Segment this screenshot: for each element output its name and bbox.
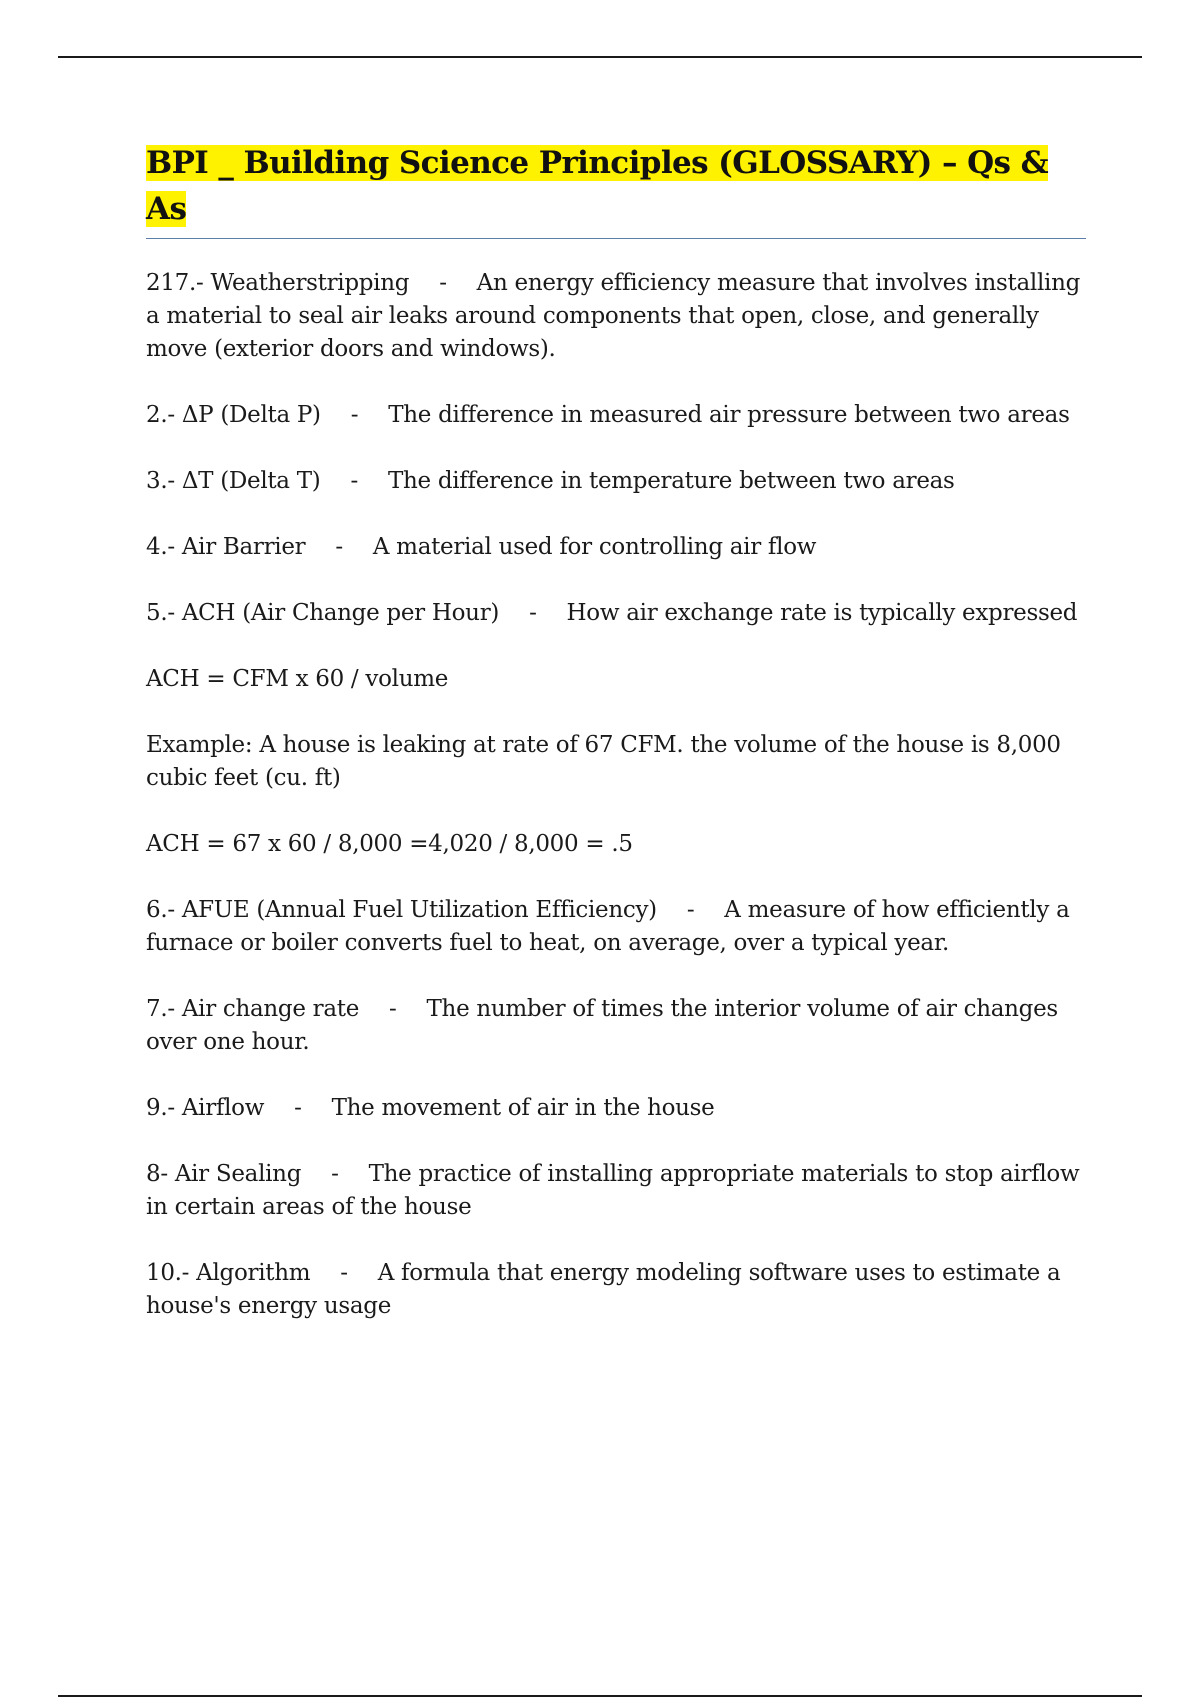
entry-definition: A material used for controlling air flow — [372, 534, 817, 560]
entry-term: 2.- ΔP (Delta P) — [146, 402, 321, 428]
entry-definition: A formula that energy modeling software uses to estimate a house's energy usage — [146, 1260, 1061, 1319]
entry-separator: - — [350, 468, 358, 494]
bottom-rule — [58, 1695, 1142, 1697]
example-text: Example: A house is leaking at rate of 67 CFM. the volume of the house is 8,000 cubic feet (cu. ft) — [146, 732, 1061, 791]
entry-term: 10.- Algorithm — [146, 1260, 311, 1286]
glossary-entry — [146, 399, 1086, 432]
entry-term: 3.- ΔT (Delta T) — [146, 468, 321, 494]
entry-term: 4.- Air Barrier — [146, 534, 306, 560]
document-body — [146, 140, 1086, 1356]
glossary-entry — [146, 465, 1086, 498]
entry-separator: - — [529, 600, 537, 626]
entry-definition: How air exchange rate is typically expressed — [566, 600, 1078, 626]
title-block — [146, 140, 1086, 239]
formula-line: ACH = CFM x 60 / volume — [146, 666, 449, 692]
entry-term: 7.- Air change rate — [146, 996, 360, 1022]
entry-term: 8- Air Sealing — [146, 1161, 302, 1187]
glossary-entry — [146, 267, 1086, 366]
glossary-entry — [146, 993, 1086, 1059]
glossary-entry — [146, 597, 1086, 630]
entry-separator: - — [340, 1260, 348, 1286]
entry-separator: - — [350, 402, 359, 428]
entry-definition: A measure of how efficiently a furnace or boiler converts fuel to heat, on average, over a typical year. — [146, 897, 1070, 956]
glossary-entry — [146, 531, 1086, 564]
entry-definition: The difference in temperature between two areas — [387, 468, 955, 494]
entry-separator: - — [686, 897, 695, 923]
glossary-entry — [146, 1158, 1086, 1224]
glossary-entry — [146, 1257, 1086, 1323]
entry-term: 6.- AFUE (Annual Fuel Utilization Efficiency) — [146, 897, 657, 923]
entry-term: 9.- Airflow — [146, 1095, 265, 1121]
entry-separator: - — [439, 270, 447, 296]
entry-definition: The number of times the interior volume of air changes over one hour. — [146, 996, 1058, 1055]
entry-separator: - — [331, 1161, 339, 1187]
calculation-line: ACH = 67 x 60 / 8,000 =4,020 / 8,000 = .5 — [146, 831, 633, 857]
entry-separator: - — [389, 996, 397, 1022]
entry-separator: - — [335, 534, 343, 560]
glossary-entry — [146, 1092, 1086, 1125]
entry-definition: The difference in measured air pressure between two areas — [388, 402, 1070, 428]
entry-term: 217.- Weatherstripping — [146, 270, 410, 296]
document-title: BPI _ Building Science Principles (GLOSSARY) – Qs & As — [146, 145, 1048, 227]
entry-separator: - — [294, 1095, 302, 1121]
entry-definition: An energy efficiency measure that involves installing a material to seal air leaks around components that open, close, and generally move (exterior doors and windows). — [146, 270, 1081, 362]
entry-term: 5.- ACH (Air Change per Hour) — [146, 600, 500, 626]
entry-definition: The movement of air in the house — [331, 1095, 715, 1121]
glossary-entry — [146, 894, 1086, 960]
entry-definition: The practice of installing appropriate materials to stop airflow in certain areas of the house — [146, 1161, 1080, 1220]
top-rule — [58, 56, 1142, 58]
